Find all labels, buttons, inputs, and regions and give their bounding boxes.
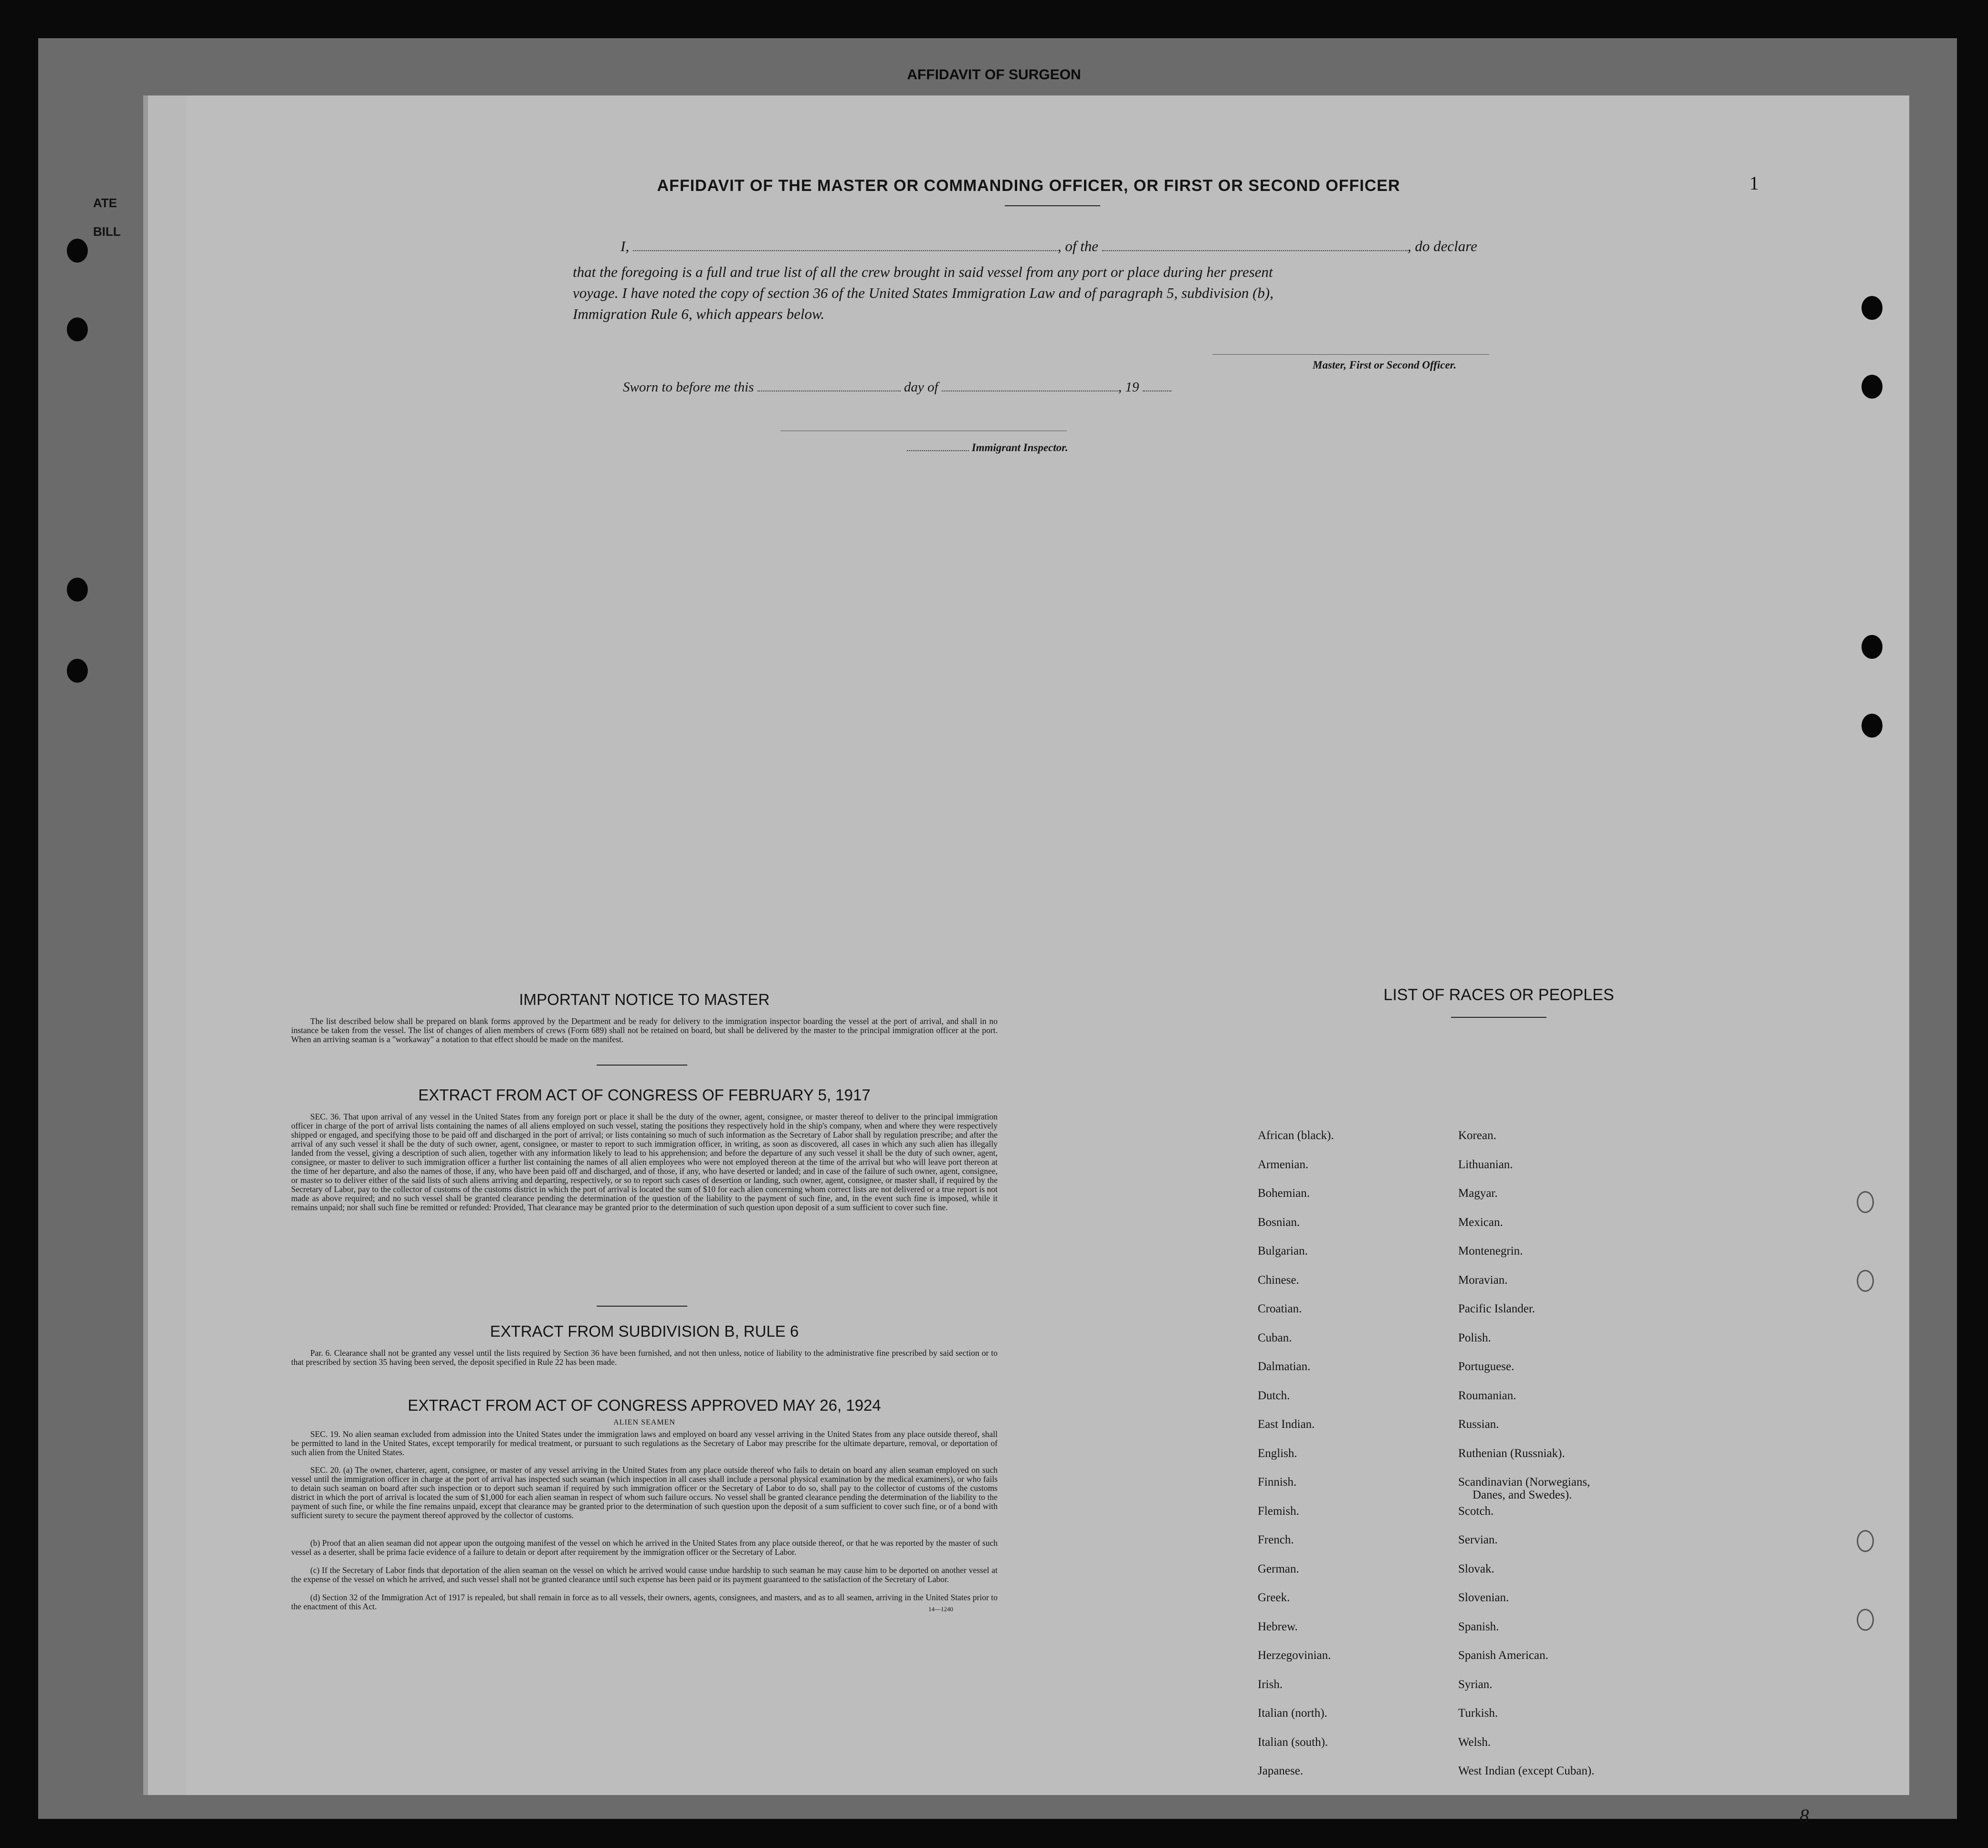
race-item: Scotch. [1458,1504,1494,1518]
inspector-label [907,442,1068,454]
sworn-year-field[interactable] [1143,380,1171,391]
races-title: LIST OF RACES OR PEOPLES [1383,986,1614,1004]
race-item: Slovenian. [1458,1591,1509,1604]
sworn-label: Sworn to before me this [623,380,754,395]
do-declare-label: , do declare [1407,238,1477,254]
race-item: Bohemian. [1258,1187,1310,1200]
master-signature-line[interactable] [1212,354,1489,355]
race-item: Herzegovinian. [1258,1649,1331,1662]
manifest-page [148,95,1909,1795]
declarant-name-field[interactable] [633,240,1058,251]
race-item: Roumanian. [1458,1389,1516,1402]
vessel-name-field[interactable] [1102,240,1408,251]
race-item: East Indian. [1258,1418,1315,1431]
race-item: Italian (south). [1258,1735,1328,1749]
of-the-label: , of the [1057,238,1099,254]
declaration-line-1 [621,238,1477,255]
race-item: Flemish. [1258,1504,1299,1518]
sworn-line [623,380,1171,395]
extract-1924-sec19: SEC. 19. No alien seaman excluded from admission into the United States under the immigration laws and employed on board any vessel arriving in the United States from any place outside thereof, shall be permitted to land in the United States, except temporarily for medical treatment, or pursuant to such regulations as the Secretary of Labor may prescribe for the ultimate departure, removal, or deportation of such alien from the United States. [291,1429,998,1457]
year-prefix-label: , 19 [1118,380,1139,395]
race-item: African (black). [1258,1129,1334,1142]
race-item: Korean. [1458,1129,1496,1142]
race-item: Syrian. [1458,1678,1493,1691]
punch-hole-right-1 [1862,296,1883,320]
race-item: Scandinavian (Norwegians, [1458,1476,1590,1489]
punch-hole-left-2 [67,317,88,341]
stub-line-1: ATE [93,196,117,210]
master-signature-label: Master, First or Second Officer. [1313,359,1457,371]
race-item: Mexican. [1458,1215,1503,1229]
race-item: Magyar. [1458,1187,1498,1200]
extract-1924-sec20c: (c) If the Secretary of Labor finds that deportation of the alien seaman on the vessel on which he arrived would cause undue hardship to such seaman he may cause him to be deported on another vessel at the expense of the vessel on which he arrived, and such vessel shall not be granted clearance until such expense has been paid or its payment guaranteed to the satisfaction of the Secretary of Labor. [291,1565,998,1584]
declaration-line-3: voyage. I have noted the copy of section 36 of the United States Immigration Law and of paragraph 5, subdivision (b), [573,285,1273,301]
race-item: Hebrew. [1258,1620,1298,1633]
notice-title: IMPORTANT NOTICE TO MASTER [519,991,770,1008]
declaration-line-4: Immigration Rule 6, which appears below. [573,306,825,322]
race-item: Moravian. [1458,1273,1508,1287]
declaration-line-2: that the foregoing is a full and true list of all the crew brought in said vessel from any port or place during her present [573,264,1273,280]
punch-hole-left-1 [67,239,88,263]
race-item: Montenegrin. [1458,1245,1523,1257]
race-item: West Indian (except Cuban). [1458,1764,1595,1777]
punch-hole-right-2 [1862,375,1883,399]
race-item: Greek. [1258,1591,1290,1604]
extract-rule6-body: Par. 6. Clearance shall not be granted any vessel until the lists required by Section 36 have been furnished, and not then unless, notice of liability to the administrative fine prescribed by said section or to that prescribed by section 35 having been served, the deposit specified in Rule 22 has been made. [291,1348,998,1367]
race-item: Japanese. [1258,1764,1304,1777]
left-stub-text [93,189,121,246]
notice-rule [597,1065,687,1066]
race-item: Bosnian. [1258,1215,1300,1229]
punch-hole-left-4 [67,659,88,683]
race-item-continuation: Danes, and Swedes). [1473,1489,1572,1501]
inspector-label-text: Immigrant Inspector. [971,442,1068,454]
race-item: Italian (north). [1258,1707,1327,1720]
form-number: 14—1240 [928,1605,953,1613]
race-item: Welsh. [1458,1735,1491,1749]
race-item: Finnish. [1258,1476,1297,1489]
corner-mark: 8 [1799,1805,1809,1827]
extract-1917-rule [597,1306,687,1307]
race-item: Slovak. [1458,1562,1494,1575]
extract-1924-sec20b: (b) Proof that an alien seaman did not appear upon the outgoing manifest of the vessel on which he arrived in the United States from any place outside thereof, or that he was reported by the master of such vessel as a deserter, shall be prima facie evidence of a failure to detain or deport after requirement by the immigration officer or the Secretary of Labor. [291,1538,998,1557]
race-item: Croatian. [1258,1302,1302,1315]
declarant-prefix: I, [621,238,630,254]
page-mark: 1 [1749,172,1759,194]
sworn-month-field[interactable] [942,380,1118,391]
race-item: Chinese. [1258,1273,1299,1287]
race-item: Turkish. [1458,1707,1498,1720]
race-item: Servian. [1458,1533,1498,1546]
notice-body: The list described below shall be prepared on blank forms approved by the Department and be ready for delivery to the immigration inspector boarding the vessel at the port of arrival, and shall in no instance be taken from the vessel. The list of changes of alien members of crews (Form 689) shall not be retained on board, but shall be delivered by the master to the principal immigration officer at the port. When an arriving seaman is a "workaway" a notation to that effect should be made on the manifest. [291,1016,998,1044]
extract-1924-sec20d: (d) Section 32 of the Immigration Act of 1917 is repealed, but shall remain in force as to all vessels, their owners, agents, consignees, and masters, and as to all seamen, arriving in the United States prior to the enactment of this Act. [291,1593,998,1611]
punch-hole-right-5 [1857,1191,1874,1213]
race-item: Spanish American. [1458,1649,1548,1662]
race-item: Spanish. [1458,1620,1499,1633]
punch-hole-right-8 [1857,1609,1874,1631]
race-item: Bulgarian. [1258,1245,1308,1257]
inspector-prefix-field[interactable] [907,444,969,451]
race-item: Dalmatian. [1258,1360,1311,1373]
races-rule [1451,1017,1546,1018]
punch-hole-right-4 [1862,714,1883,738]
extract-1917-title: EXTRACT FROM ACT OF CONGRESS OF FEBRUARY 5, 1917 [418,1086,871,1104]
extract-1924-subtitle: ALIEN SEAMEN [613,1418,675,1426]
surgeon-affidavit-header: AFFIDAVIT OF SURGEON [907,67,1081,83]
extract-1924-title: EXTRACT FROM ACT OF CONGRESS APPROVED MAY 26, 1924 [408,1396,881,1414]
sworn-day-field[interactable] [757,380,901,391]
race-item: Russian. [1458,1418,1499,1431]
extract-rule6-title: EXTRACT FROM SUBDIVISION B, RULE 6 [490,1322,799,1340]
race-item: Pacific Islander. [1458,1302,1536,1315]
race-item: German. [1258,1562,1299,1575]
race-item: Armenian. [1258,1158,1309,1171]
race-item: Portuguese. [1458,1360,1515,1373]
extract-1917-body: SEC. 36. That upon arrival of any vessel in the United States from any foreign port or place it shall be the duty of the owner, agent, consignee, or master thereof to deliver to the principal immigration officer in charge of the port of arrival lists containing the names of all aliens employed on such vessel, stating the positions they respectively hold in the ship's company, when and where they were respectively shipped or engaged, and specifying those to be paid off and discharged in the port of arrival; or lists containing so much of such information as the Secretary of Labor shall by regulation prescribe; and after the arrival of any such vessel it shall be the duty of such owner, agent, consignee, or master to report to such immigration officer, in writing, as soon as discovered, all cases in which any such alien has illegally landed from the vessel, giving a description of such alien, together with any information likely to lead to his apprehension; and before the departure of any such vessel it shall be the duty of such owner, agent, consignee, or master to deliver to such immigration officer a further list containing the names of all alien employees who were not employed thereon at the time of the arrival but who will leave port thereon at the time of her departure, and also the names of those, if any, who have been paid off and discharged, and of those, if any, who have deserted or landed; and in case of the failure of such owner, agent, consignee, or master so to deliver either of the said lists of such aliens arriving and departing, respectively, or so to report such cases of desertion or landing, such owner, agent, consignee, or master shall, if required by the Secretary of Labor, pay to the collector of customs of the customs district in which the port of arrival is located the sum of $10 for each alien concerning whom correct lists are not delivered or a true report is not made as above required; and no such vessel shall be granted clearance pending the determination of the question of the liability to the payment of such fine, and, in the event such fine is imposed, while it remains unpaid; nor shall such fine be remitted or refunded: Provided, That clearance may be granted prior to the determination of such question upon deposit of a sum sufficient to cover such fine. [291,1112,998,1212]
punch-hole-right-3 [1862,635,1883,659]
extract-1924-sec20a: SEC. 20. (a) The owner, charterer, agent, consignee, or master of any vessel arriving in the United States from any place outside thereof who fails to detain on board any alien seaman employed on such vessel until the immigration officer in charge at the port of arrival has inspected such seaman (which inspection in all cases shall include a personal physical examination by the medical examiners), or who fails to detain such seaman on board after such inspection or to deport such seaman if required by such immigration officer or the Secretary of Labor to do so, shall pay to the collector of customs of the customs district in which the port of arrival is located the sum of $1,000 for each alien seaman in respect of whom such failure occurs. No vessel shall be granted clearance pending the determination of the liability to the payment of such fine, or while the fine remains unpaid, except that clearance may be granted prior to the determination of such question upon the deposit of a sum sufficient to cover such fine, or of a bond with sufficient surety to secure the payment thereof approved by the collector of customs. [291,1465,998,1520]
day-of-label: day of [904,380,938,395]
punch-hole-right-6 [1857,1270,1874,1292]
punch-hole-left-3 [67,578,88,602]
punch-hole-right-7 [1857,1530,1874,1552]
race-item: Cuban. [1258,1331,1292,1344]
title-rule [1005,205,1100,206]
race-item: Ruthenian (Russniak). [1458,1447,1565,1460]
race-item: French. [1258,1533,1294,1546]
stub-line-2: BILL [93,224,121,239]
race-item: Dutch. [1258,1389,1290,1402]
race-item: Polish. [1458,1331,1491,1344]
race-item: Irish. [1258,1678,1283,1691]
race-item: Lithuanian. [1458,1158,1513,1171]
race-item: English. [1258,1447,1297,1460]
affidavit-title: AFFIDAVIT OF THE MASTER OR COMMANDING OFFICER, OR FIRST OR SECOND OFFICER [657,177,1400,195]
